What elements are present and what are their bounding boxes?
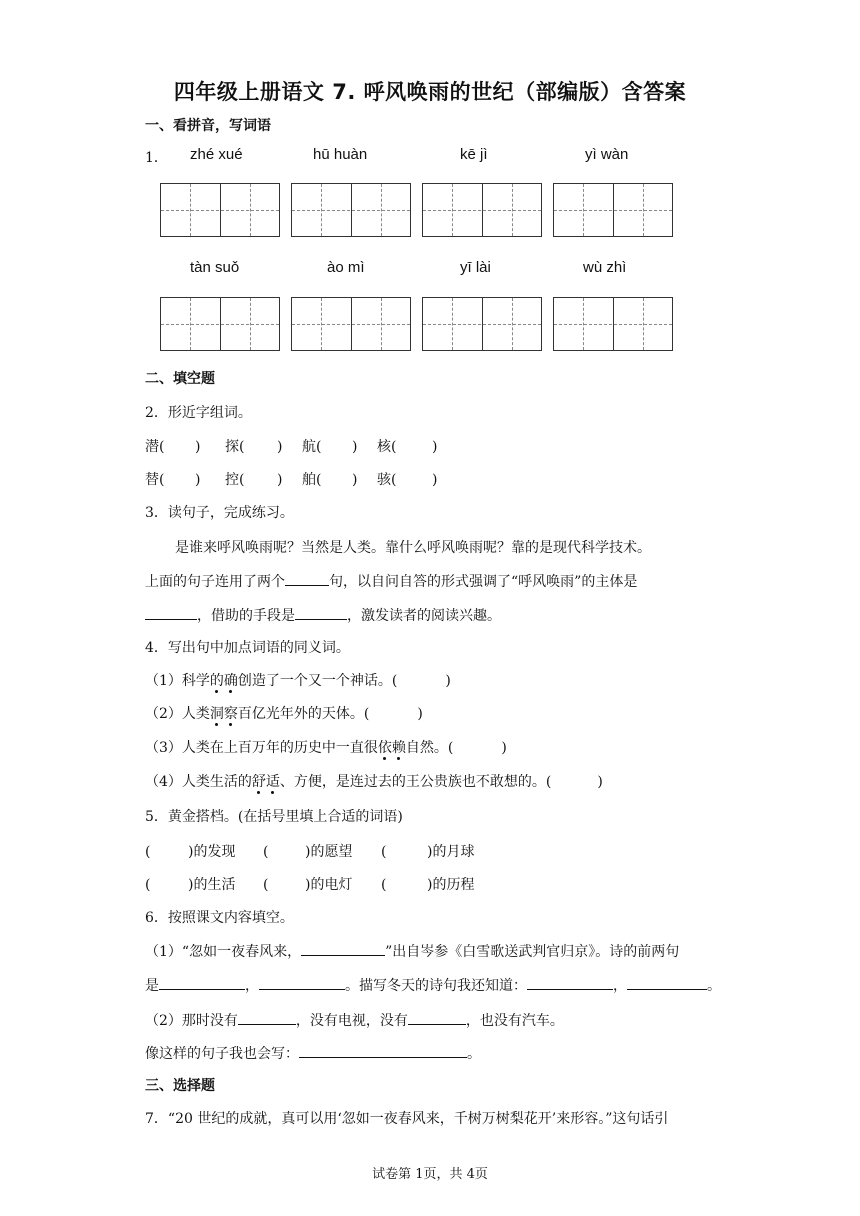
q6-line-4: 像这样的句子我也会写： 。 bbox=[145, 1043, 481, 1063]
writing-grid[interactable] bbox=[422, 297, 542, 351]
section-heading-3: 三、选择题 bbox=[145, 1078, 215, 1094]
q5-row-1: ( )的发现 ( )的愿望 ( )的月球 bbox=[145, 844, 475, 860]
answer-blank[interactable] bbox=[295, 605, 347, 620]
question-2-title: 2．形近字组词。 bbox=[145, 405, 252, 421]
pinyin-label: ào mì bbox=[327, 259, 365, 276]
question-7-text: 7．“20 世纪的成就，真可以用‘忽如一夜春风来，千树万树梨花开’来形容。”这句话引 bbox=[145, 1111, 669, 1127]
question-6-title: 6．按照课文内容填空。 bbox=[145, 910, 294, 926]
question-4-title: 4．写出句中加点词语的同义词。 bbox=[145, 640, 350, 656]
answer-blank[interactable] bbox=[285, 571, 329, 586]
pinyin-label: kē jì bbox=[460, 146, 488, 163]
section-heading-1: 一、看拼音，写词语 bbox=[145, 118, 271, 134]
q6-line-3: （2）那时没有 ，没有电视，没有 ，也没有汽车。 bbox=[145, 1010, 564, 1030]
writing-grid[interactable] bbox=[160, 297, 280, 351]
answer-blank[interactable] bbox=[301, 941, 385, 956]
answer-blank[interactable] bbox=[299, 1043, 467, 1058]
answer-blank[interactable] bbox=[238, 1010, 296, 1025]
section-heading-2: 二、填空题 bbox=[145, 371, 215, 387]
answer-blank[interactable] bbox=[159, 975, 245, 990]
q2-row-2: 替( ) 控( ) 舶( ) 骇( ) bbox=[145, 472, 438, 488]
writing-grid[interactable] bbox=[422, 183, 542, 237]
question-number-1: 1． bbox=[145, 150, 168, 166]
answer-blank[interactable] bbox=[145, 605, 197, 620]
question-3-title: 3．读句子，完成练习。 bbox=[145, 505, 294, 521]
q4-sentence-4: （4）人类生活的舒适、方便，是连过去的王公贵族也不敢想的。( ) bbox=[145, 774, 603, 790]
q3-line-2: ，借助的手段是 ，激发读者的阅读兴趣。 bbox=[145, 605, 501, 625]
pinyin-label: wù zhì bbox=[583, 259, 627, 276]
answer-blank[interactable] bbox=[627, 975, 707, 990]
pinyin-label: tàn suǒ bbox=[190, 259, 240, 276]
pinyin-label: zhé xué bbox=[190, 146, 243, 163]
answer-blank[interactable] bbox=[408, 1010, 466, 1025]
q3-quote: 是谁来呼风唤雨呢？当然是人类。靠什么呼风唤雨呢？靠的是现代科学技术。 bbox=[175, 540, 651, 556]
writing-grid[interactable] bbox=[291, 297, 411, 351]
page-title: 四年级上册语文 7. 呼风唤雨的世纪（部编版）含答案 bbox=[173, 80, 687, 104]
pinyin-label: yī lài bbox=[460, 259, 491, 276]
q6-line-1: （1）“忽如一夜春风来， ”出自岑参《白雪歌送武判官归京》。诗的前两句 bbox=[145, 941, 679, 961]
q4-sentence-3: （3）人类在上百万年的历史中一直很依赖自然。( ) bbox=[145, 740, 507, 756]
question-5-title: 5．黄金搭档。(在括号里填上合适的词语) bbox=[145, 809, 403, 825]
page-footer: 试卷第 1页，共 4页 bbox=[372, 1167, 488, 1182]
writing-grid[interactable] bbox=[553, 183, 673, 237]
pinyin-label: yì wàn bbox=[585, 146, 629, 163]
writing-grid[interactable] bbox=[553, 297, 673, 351]
q5-row-2: ( )的生活 ( )的电灯 ( )的历程 bbox=[145, 877, 475, 893]
writing-grid[interactable] bbox=[160, 183, 280, 237]
q4-sentence-1: （1）科学的确创造了一个又一个神话。( ) bbox=[145, 673, 451, 689]
q2-row-1: 潜( ) 探( ) 航( ) 核( ) bbox=[145, 439, 438, 455]
answer-blank[interactable] bbox=[259, 975, 345, 990]
answer-blank[interactable] bbox=[527, 975, 613, 990]
q6-line-2: 是 ， 。描写冬天的诗句我还知道： ， 。 bbox=[145, 975, 721, 995]
q4-sentence-2: （2）人类洞察百亿光年外的天体。( ) bbox=[145, 706, 423, 722]
writing-grid[interactable] bbox=[291, 183, 411, 237]
q3-line-1: 上面的句子连用了两个 句，以自问自答的形式强调了“呼风唤雨”的主体是 bbox=[145, 571, 637, 591]
pinyin-label: hū huàn bbox=[313, 146, 368, 163]
